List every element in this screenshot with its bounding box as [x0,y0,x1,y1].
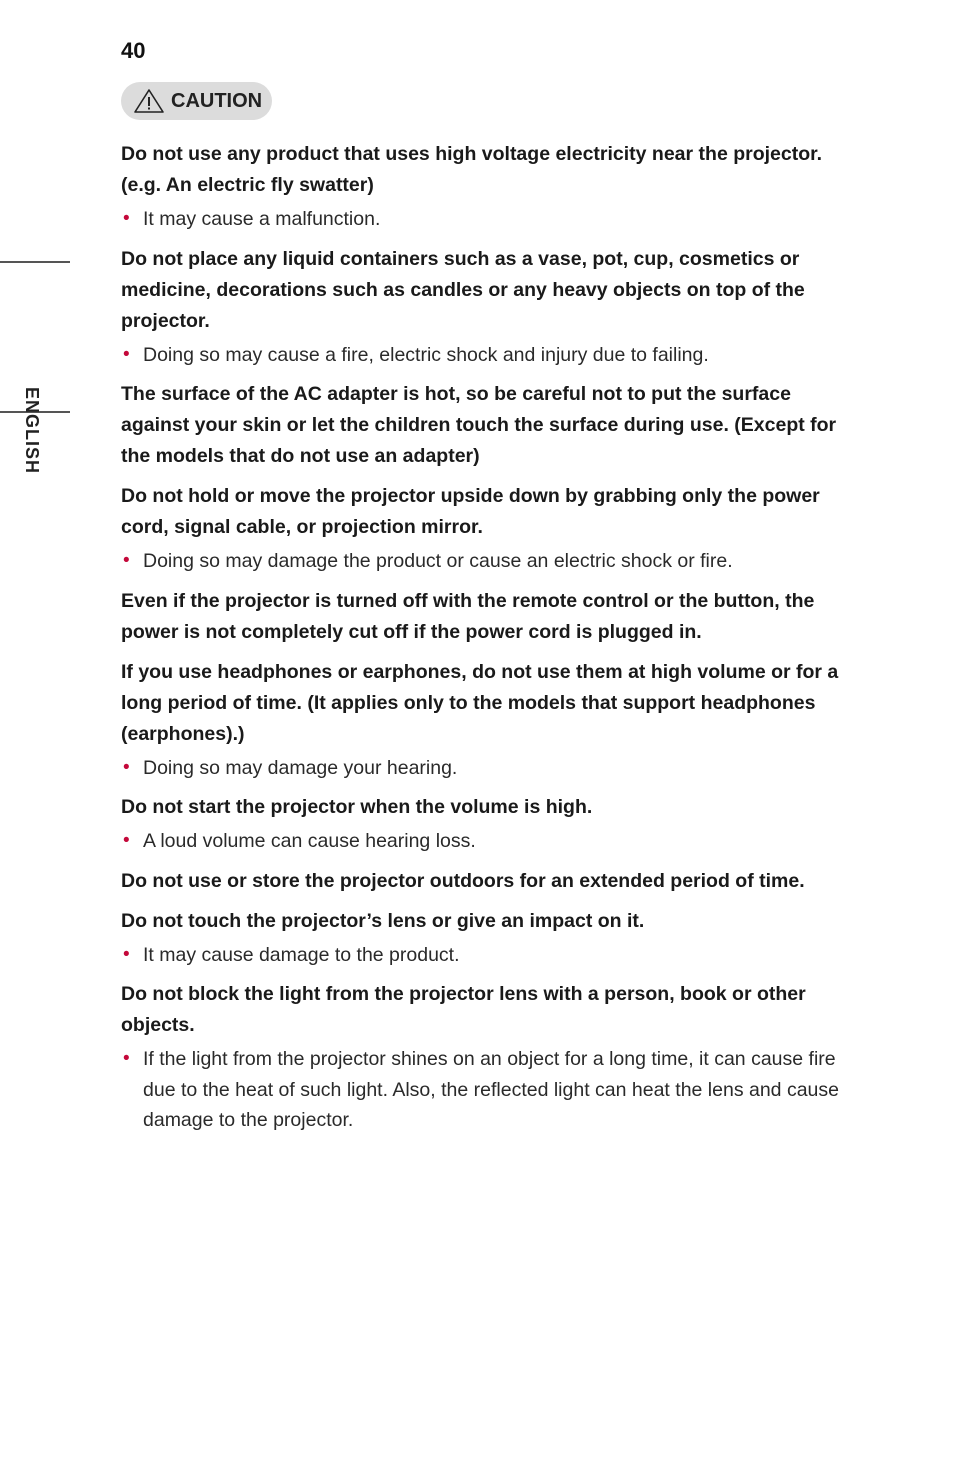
bullet-dot-icon: • [123,756,130,778]
caution-section [121,139,856,235]
bullet-text: A loud volume can cause hearing loss. [143,830,476,852]
bullet-item [121,940,856,971]
caution-section [121,379,856,472]
bullet-item [121,340,856,371]
bullet-item [121,826,856,857]
section-heading: If you use headphones or earphones, do not use them at high volume or for a long period of time. (It applies only to the models that support headphones (earphones).) [121,660,839,745]
caution-section [121,792,856,857]
bullet-item [121,546,856,577]
section-heading: Do not touch the projector’s lens or give an impact on it. [121,909,645,932]
section-heading: Do not start the projector when the volume is high. [121,796,593,818]
warning-triangle-icon [133,88,165,114]
caution-section [121,481,856,577]
bullet-dot-icon: • [123,550,130,571]
bullet-list [121,340,856,371]
bullet-text: It may cause a malfunction. [143,208,381,230]
bullet-item [121,204,856,235]
bullet-text: Doing so may cause a fire, electric shock and injury due to failing. [143,343,709,366]
caution-content [121,139,856,1145]
caution-section [121,586,856,648]
caution-section [121,657,856,784]
bullet-list [121,753,856,784]
caution-section [121,244,856,371]
bullet-dot-icon: • [123,943,130,965]
bullet-dot-icon: • [123,830,130,851]
bullet-item [121,753,856,784]
bullet-text: Doing so may damage the product or cause an electric shock or fire. [143,550,733,572]
caution-section [121,866,856,897]
bullet-list [121,940,856,971]
caution-badge [121,82,272,120]
section-heading: Even if the projector is turned off with the remote control or the button, the power is not completely cut off if the power cord is plugged in. [121,589,815,643]
section-heading: Do not use or store the projector outdoors for an extended period of time. [121,869,805,892]
caution-label: CAUTION [171,89,263,112]
bullet-list [121,546,856,577]
bullet-item [121,1044,856,1136]
bullet-dot-icon: • [123,343,130,365]
bullet-text: If the light from the projector shines on an object for a long time, it can cause fire due to the heat of such light. Also, the reflected light can heat the lens and cause damage to the projector. [143,1048,839,1131]
section-heading: Do not use any product that uses high voltage electricity near the projector. (e.g. An electric fly swatter) [121,143,823,196]
page-number: 40 [121,38,146,63]
bullet-dot-icon: • [123,208,130,229]
bullet-list [121,1044,856,1136]
section-heading: Do not place any liquid containers such as a vase, pot, cup, cosmetics or medicine, decorations such as candles or any heavy objects on top of the projector. [121,247,805,332]
section-heading: The surface of the AC adapter is hot, so be careful not to put the surface against your skin or let the children touch the surface during use. (Except for the models that do not use an adapter) [121,383,837,467]
section-heading: Do not hold or move the projector upside down by grabbing only the power cord, signal cable, or projection mirror. [121,485,820,538]
bullet-list [121,826,856,857]
bullet-text: Doing so may damage your hearing. [143,756,458,779]
bullet-text: It may cause damage to the product. [143,943,460,966]
section-heading: Do not block the light from the projector lens with a person, book or other objects. [121,983,806,1036]
caution-section [121,979,856,1136]
bullet-dot-icon: • [123,1048,130,1069]
bullet-list [121,204,856,235]
caution-section [121,906,856,971]
language-side-label: ENGLISH [22,387,42,475]
